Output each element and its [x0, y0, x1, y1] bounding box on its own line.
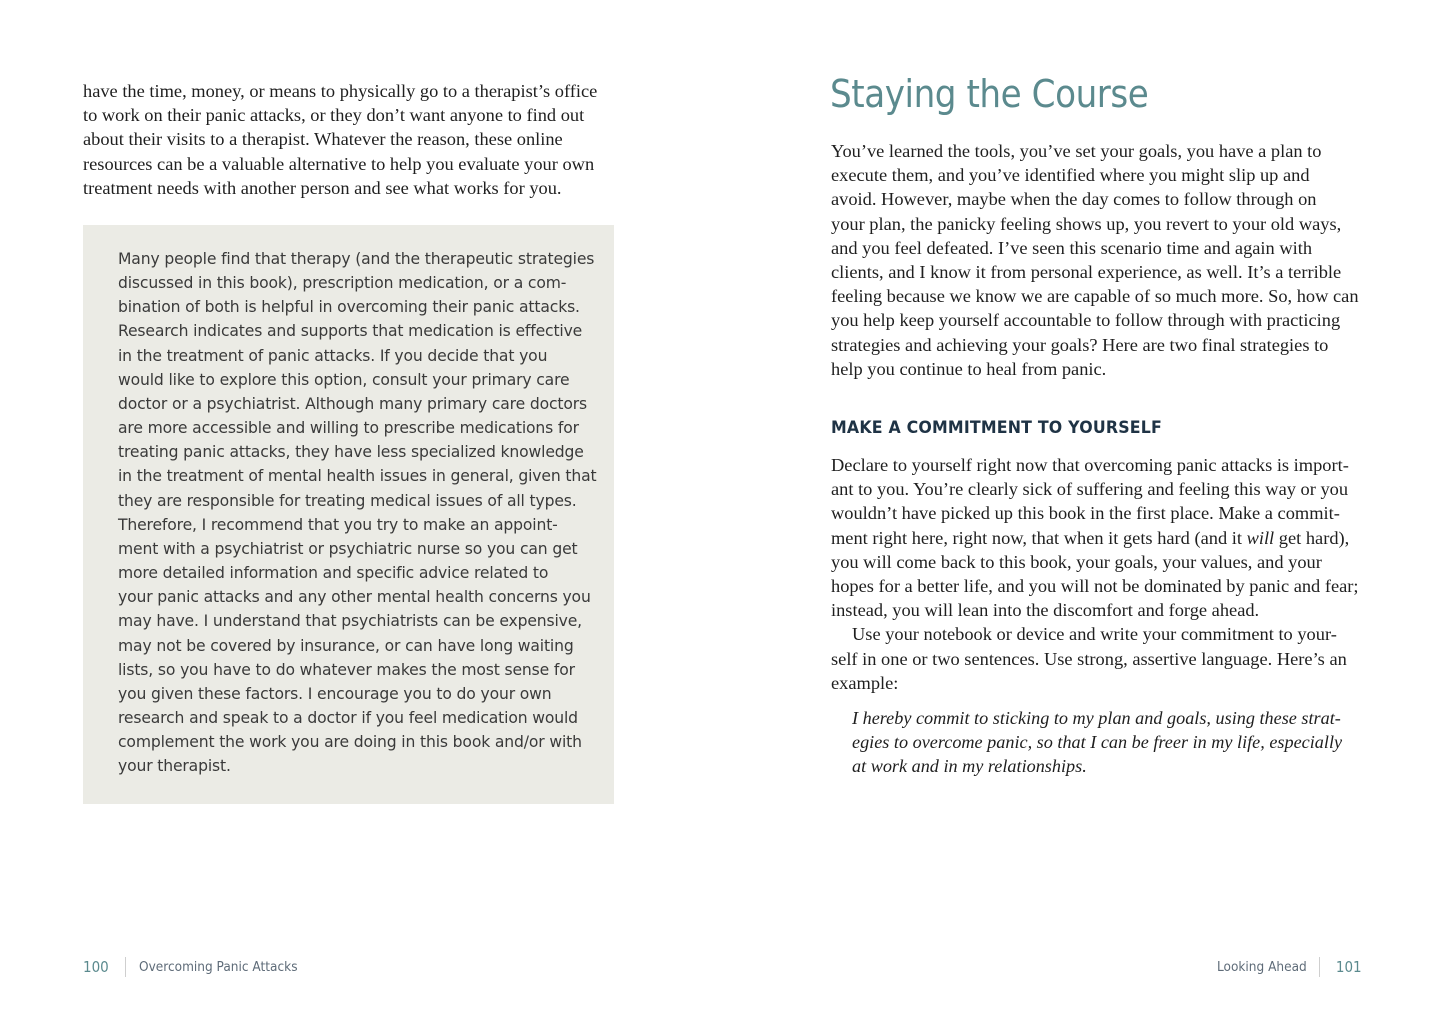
left-body-paragraph — [83, 79, 623, 200]
text-line: you will come back to this book, your goals, your values, and your — [831, 551, 1322, 572]
text-line: ant to you. You’re clearly sick of suffering and feeling this way or you — [831, 479, 1349, 500]
page-number: 100 — [83, 958, 109, 976]
text-line: You’ve learned the tools, you’ve set your goals, you have a plan to — [831, 141, 1322, 161]
sidebar-line: research and speak to a doctor if you feel medication would — [118, 708, 578, 727]
sidebar-line: complement the work you are doing in this book and/or with — [118, 733, 582, 752]
text-line: hopes for a better life, and you will not be dominated by panic and fear; — [831, 576, 1359, 597]
page-number: 101 — [1336, 958, 1362, 976]
running-head: Overcoming Panic Attacks — [138, 959, 298, 975]
text-line: self in one or two sentences. Use strong, assertive language. Here’s an — [831, 648, 1347, 669]
text-line: example: — [831, 672, 899, 693]
right-page-footer — [1207, 955, 1362, 979]
intro-paragraph — [831, 139, 1371, 381]
text-line: and you feel defeated. I’ve seen this scenario time and again with — [831, 237, 1313, 258]
sidebar-line: they are responsible for treating medical issues of all types. — [118, 491, 577, 510]
sidebar-line: bination of both is helpful in overcoming their panic attacks. — [118, 298, 580, 317]
section-heading: MAKE A COMMITMENT TO YOURSELF — [831, 418, 1163, 438]
chapter-title: Staying the Course — [830, 72, 1149, 116]
sidebar-line: may not be covered by insurance, or can have long waiting — [118, 636, 574, 655]
text-line: wouldn’t have picked up this book in the first place. Make a commit- — [831, 503, 1340, 524]
sidebar-line: you given these factors. I encourage you to do your own — [118, 684, 552, 703]
text-line: you help keep yourself accountable to follow through with practicing — [831, 310, 1341, 331]
text-run: get hard), — [1274, 527, 1350, 548]
text-line: avoid. However, maybe when the day comes to follow through on — [831, 189, 1317, 210]
text-line: strategies and achieving your goals? Here are two final strategies to — [831, 334, 1329, 355]
sidebar-line: Many people find that therapy (and the therapeutic strategies — [118, 250, 595, 268]
sidebar-line: may have. I understand that psychiatrists can be expensive, — [118, 612, 582, 631]
footer-divider — [1319, 957, 1320, 977]
text-line: execute them, and you’ve identified where you might slip up and — [831, 165, 1310, 186]
text-line: have the time, money, or means to physically go to a therapist’s office — [83, 81, 598, 101]
text-line: clients, and I know it from personal experience, as well. It’s a terrible — [831, 262, 1342, 283]
sidebar-line: in the treatment of panic attacks. If you decide that you — [118, 346, 548, 365]
text-line: feeling because we know we are capable of so much more. So, how can — [831, 286, 1359, 307]
text-line: resources can be a valuable alternative to help you evaluate your own — [83, 153, 595, 174]
running-head: Looking Ahead — [1216, 959, 1307, 975]
quote-line: at work and in my relationships. — [852, 756, 1087, 777]
text-line: to work on their panic attacks, or they don’t want anyone to find out — [83, 105, 585, 126]
example-commitment-quote — [852, 706, 1362, 779]
text-line: help you continue to heal from panic. — [831, 358, 1107, 379]
left-page-footer — [83, 955, 315, 979]
text-run: ment right here, right now, that when it gets hard (and it — [831, 527, 1247, 548]
sidebar-line: more detailed information and specific advice related to — [118, 564, 549, 583]
commitment-paragraphs — [831, 453, 1371, 695]
sidebar-line: Therefore, I recommend that you try to make an appoint- — [118, 515, 558, 534]
text-line: about their visits to a therapist. Whatever the reason, these online — [83, 129, 563, 150]
text-line: your plan, the panicky feeling shows up, you revert to your old ways, — [831, 213, 1342, 234]
text-line — [831, 526, 1371, 550]
sidebar-line: would like to explore this option, consult your primary care — [118, 370, 570, 389]
sidebar-line: doctor or a psychiatrist. Although many primary care doctors — [118, 394, 587, 413]
text-line: Declare to yourself right now that overcoming panic attacks is import- — [831, 455, 1349, 475]
emphasis-word: will — [1246, 527, 1275, 548]
sidebar-line: ment with a psychiatrist or psychiatric nurse so you can get — [118, 539, 578, 558]
quote-line: I hereby commit to sticking to my plan and goals, using these strat- — [852, 708, 1341, 728]
sidebar-line: your panic attacks and any other mental health concerns you — [118, 588, 591, 607]
sidebar-line: discussed in this book), prescription medication, or a com- — [118, 274, 567, 293]
quote-line: egies to overcome panic, so that I can be freer in my life, especially — [852, 732, 1343, 753]
footer-divider — [125, 957, 126, 977]
medication-sidebar — [83, 225, 614, 804]
sidebar-line: Research indicates and supports that medication is effective — [118, 322, 583, 341]
sidebar-line: your therapist. — [118, 757, 231, 776]
text-line: Use your notebook or device and write your commitment to your- — [852, 624, 1337, 645]
right-page — [722, 0, 1445, 1024]
sidebar-line: are more accessible and willing to prescribe medications for — [118, 419, 579, 438]
sidebar-line: lists, so you have to do whatever makes the most sense for — [118, 660, 575, 679]
left-page — [0, 0, 722, 1024]
sidebar-text — [118, 247, 598, 778]
text-line: treatment needs with another person and see what works for you. — [83, 177, 562, 198]
sidebar-line: in the treatment of mental health issues in general, given that — [118, 467, 597, 486]
text-line: instead, you will lean into the discomfort and forge ahead. — [831, 600, 1260, 621]
sidebar-line: treating panic attacks, they have less specialized knowledge — [118, 443, 584, 462]
